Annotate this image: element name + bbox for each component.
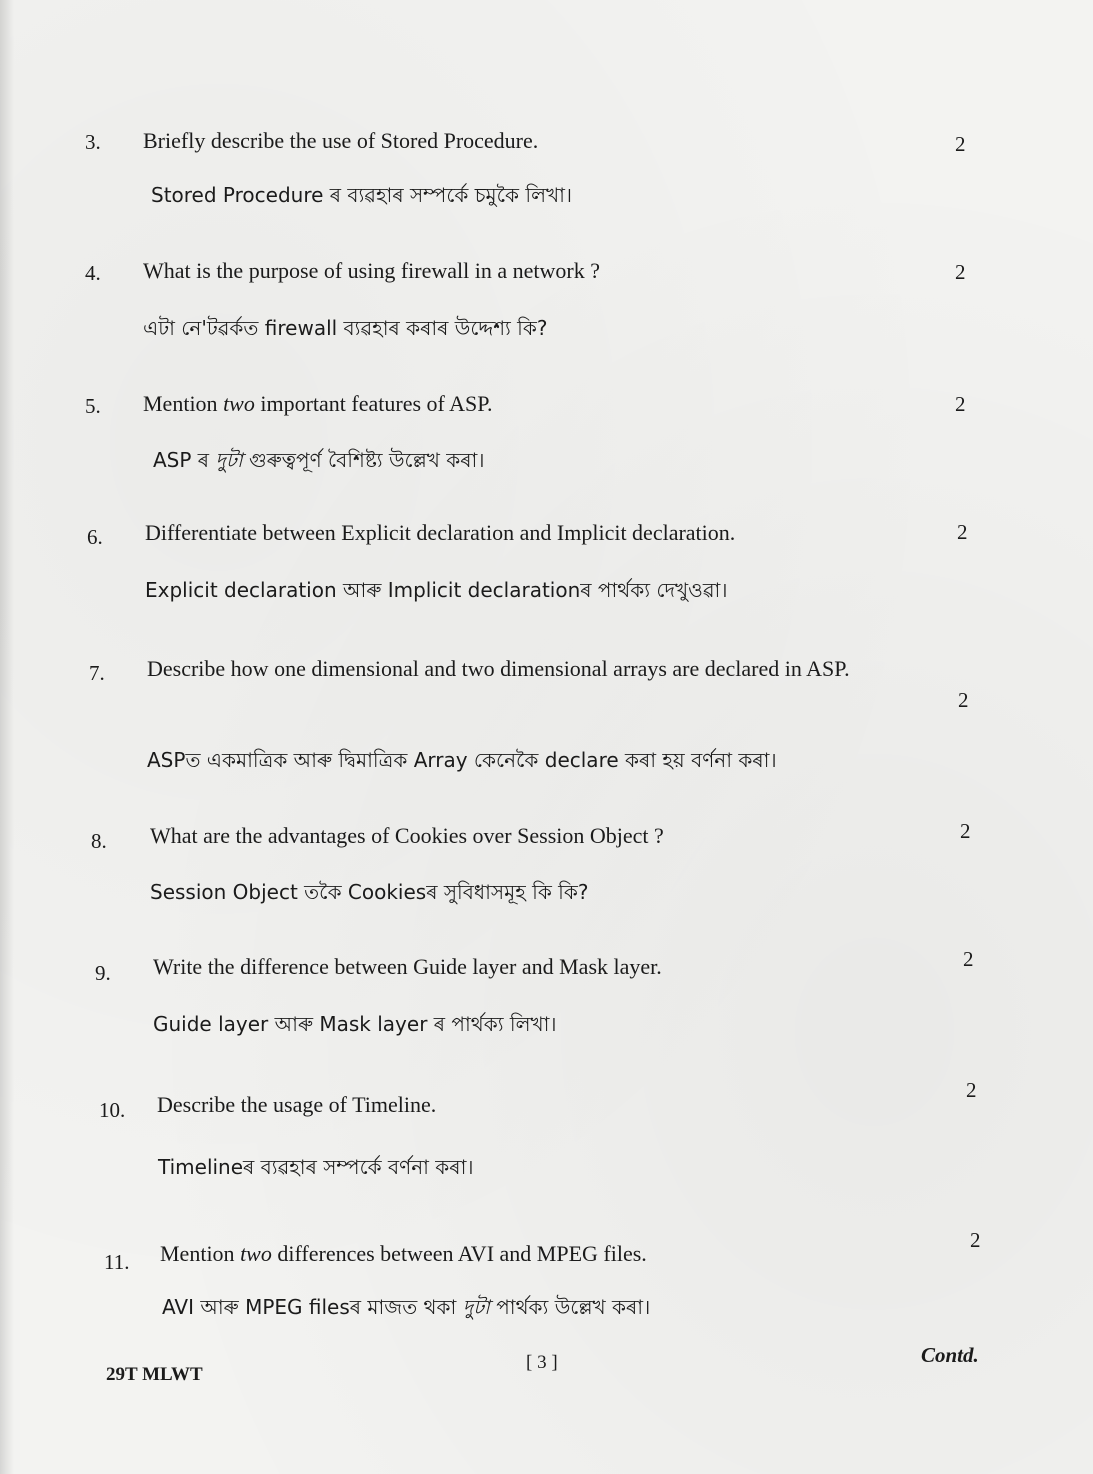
question-marks: 2: [958, 688, 969, 712]
question-text-en: Differentiate between Explicit declaration and Implicit declaration.: [145, 520, 736, 545]
question-marks: 2: [960, 819, 971, 843]
question-number: 9.: [95, 961, 111, 985]
question-marks: 2: [955, 392, 966, 416]
question-text-as: এটা নে'টৱৰ্কত firewall ব্যৱহাৰ কৰাৰ উদ্দেশ্য কি?: [143, 316, 548, 340]
question-number: 5.: [85, 394, 101, 418]
question-number: 10.: [99, 1098, 126, 1122]
question-text-as: Guide layer আৰু Mask layer ৰ পাৰ্থক্য লিখা।: [153, 1012, 557, 1036]
emphasis-duta: দুটা: [215, 448, 243, 472]
question-text-as: Explicit declaration আৰু Implicit declarationৰ পাৰ্থক্য দেখুওৱা।: [145, 578, 728, 602]
paper-code: 29T MLWT: [106, 1364, 203, 1385]
page-number: [ 3 ]: [526, 1352, 558, 1373]
question-text-en: Write the difference between Guide layer and Mask layer.: [153, 954, 662, 979]
continued-label: Contd.: [921, 1343, 979, 1367]
emphasis-duta: দুটা: [462, 1295, 490, 1319]
question-number: 3.: [85, 130, 101, 154]
question-number: 6.: [87, 525, 103, 549]
question-text-en: Briefly describe the use of Stored Procedure.: [143, 128, 539, 153]
question-text-as: Session Object তকৈ Cookiesৰ সুবিধাসমূহ কি কি?: [150, 880, 589, 904]
question-marks: 2: [963, 947, 974, 971]
emphasis-two: two: [223, 391, 255, 416]
question-number: 7.: [89, 661, 105, 685]
question-text-as: ASPত একমাত্রিক আৰু দ্বিমাত্রিক Array কেনেকৈ declare কৰা হয় বৰ্ণনা কৰা।: [147, 748, 777, 772]
question-text-en: What are the advantages of Cookies over Session Object ?: [150, 823, 664, 848]
question-marks: 2: [957, 520, 968, 544]
page-edge-shadow: [0, 0, 14, 1474]
question-marks: 2: [966, 1078, 977, 1102]
question-text-en: Describe the usage of Timeline.: [157, 1092, 437, 1117]
question-number: 4.: [85, 261, 101, 285]
question-text-en: Describe how one dimensional and two dimensional arrays are declared in ASP.: [147, 656, 850, 681]
emphasis-two: two: [240, 1241, 272, 1266]
question-number: 11.: [104, 1250, 130, 1274]
question-text-as: ASP ৰ দুটা গুৰুত্বপূৰ্ণ বৈশিষ্ট্য উল্লেখ কৰা।: [153, 448, 485, 472]
question-marks: 2: [955, 260, 966, 284]
question-text-en: Mention two differences between AVI and MPEG files.: [160, 1241, 647, 1266]
question-text-as: AVI আৰু MPEG filesৰ মাজত থকা দুটা পাৰ্থক্য উল্লেখ কৰা।: [162, 1295, 651, 1319]
question-text-en: Mention two important features of ASP.: [143, 391, 493, 416]
question-marks: 2: [955, 132, 966, 156]
question-text-as: Timelineৰ ব্যৱহাৰ সম্পৰ্কে বৰ্ণনা কৰা।: [158, 1155, 474, 1179]
question-marks: 2: [970, 1228, 981, 1252]
question-text-as: Stored Procedure ৰ ব্যৱহাৰ সম্পৰ্কে চমুকৈ লিখা।: [151, 183, 573, 207]
question-text-en: What is the purpose of using firewall in a network ?: [143, 258, 600, 283]
question-number: 8.: [91, 829, 107, 853]
